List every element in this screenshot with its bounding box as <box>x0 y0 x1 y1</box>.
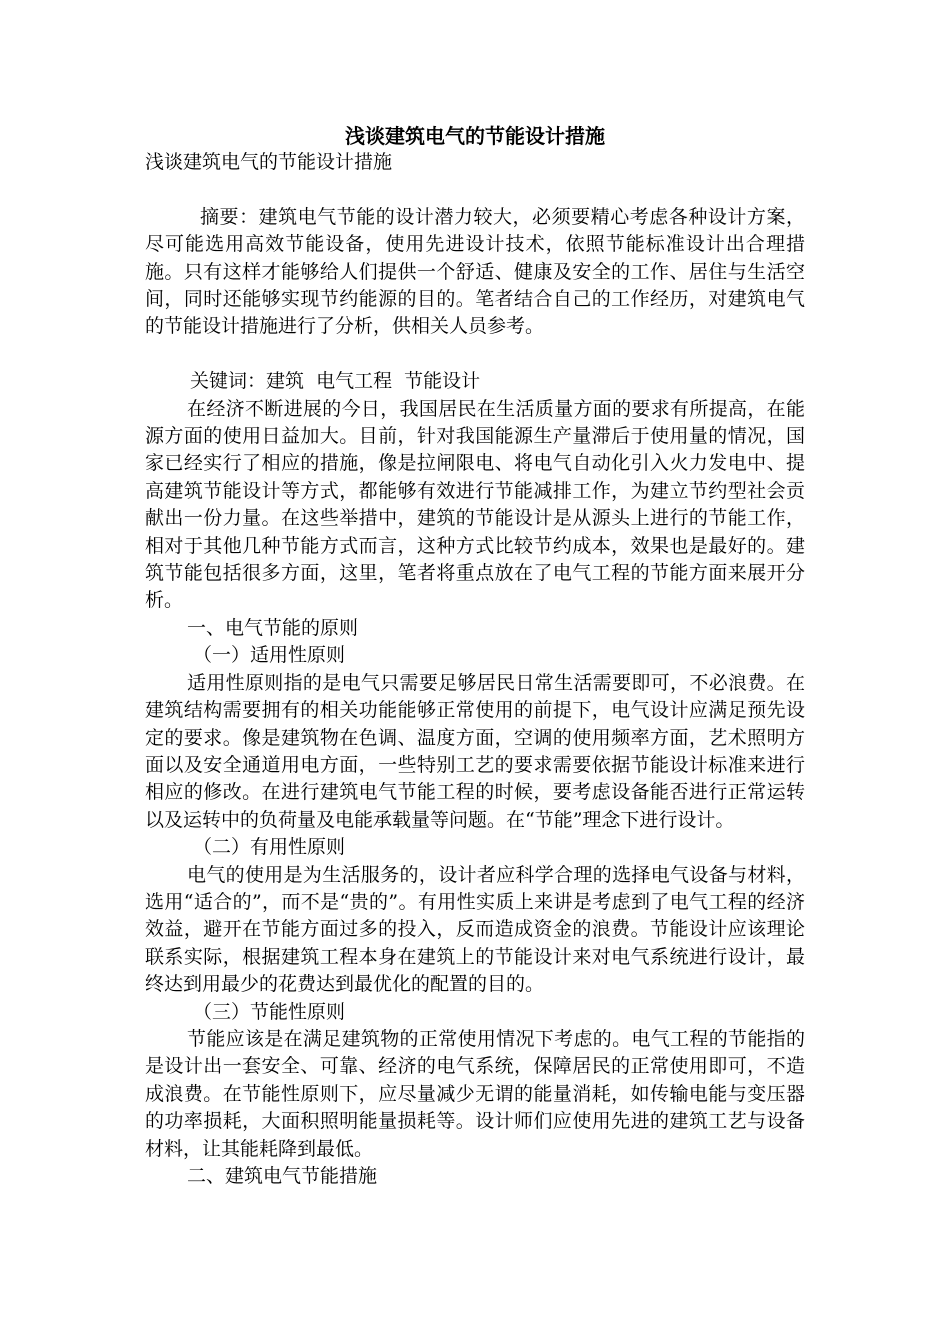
abstract-paragraph: 摘要：建筑电气节能的设计潜力较大，必须要精心考虑各种设计方案，尽可能选用高效节能设备，使用先进设计技术，依照节能标准设计出合理措施。只有这样才能够给人们提供一个舒适、健康及安全的工作、居住与生活空间，同时还能够实现节约能源的目的。笔者结合自己的工作经历，对建筑电气的节能设计措施进行了分析，供相关人员参考。 <box>145 205 805 338</box>
document-subtitle: 浅谈建筑电气的节能设计措施 <box>145 151 393 173</box>
document-body <box>145 149 805 1190</box>
usefulness-paragraph: 电气的使用是为生活服务的，设计者应科学合理的选择电气设备与材料，选用“适合的”，而不是“贵的”。有用性实质上来讲是考虑到了电气工程的经济效益，避开在节能方面过多的投入，反而造成资金的浪费。节能设计应该理论联系实际，根据建筑工程本身在建筑上的节能设计来对电气系统进行设计，最终达到用最少的花费达到最优化的配置的目的。 <box>145 863 805 996</box>
intro-paragraph: 在经济不断进展的今日，我国居民在生活质量方面的要求有所提高，在能源方面的使用日益加大。目前，针对我国能源生产量滞后于使用量的情况，国家已经实行了相应的措施，像是拉闸限电、将电气自动化引入火力发电中、提高建筑节能设计等方式，都能够有效进行节能减排工作，为建立节约型社会贡献出一份力量。在这些举措中，建筑的节能设计是从源头上进行的节能工作，相对于其他几种节能方式而言，这种方式比较节约成本，效果也是最好的。建筑节能包括很多方面，这里，笔者将重点放在了电气工程的节能方面来展开分析。 <box>145 397 805 612</box>
subsection-heading-applicability: （一）适用性原则 <box>193 644 346 667</box>
energy-saving-paragraph: 节能应该是在满足建筑物的正常使用情况下考虑的。电气工程的节能指的是设计出一套安全、可靠、经济的电气系统，保障居民的正常使用即可，不造成浪费。在节能性原则下，应尽量减少无谓的能量消耗，如传输电能与变压器的功率损耗，大面积照明能量损耗等。设计师们应使用先进的建筑工艺与设备材料，让其能耗降到最低。 <box>145 1027 805 1160</box>
subsection-heading-energy-saving: （三）节能性原则 <box>193 1000 346 1023</box>
document-title: 浅谈建筑电气的节能设计措施 <box>345 124 605 148</box>
blank-line <box>145 176 805 203</box>
section-heading-measures: 二、建筑电气节能措施 <box>187 1165 378 1187</box>
applicability-paragraph: 适用性原则指的是电气只需要足够居民日常生活需要即可，不必浪费。在建筑结构需要拥有的相关功能能够正常使用的前提下，电气设计应满足预先设定的要求。像是建筑物在色调、温度方面，空调的使用频率方面，艺术照明方面以及安全通道用电方面，一些特别工艺的要求需要依据节能设计标准来进行相应的修改。在进行建筑电气节能工程的时候，要考虑设备能否进行正常运转以及运转中的负荷量及电能承载量等问题。在“节能”理念下进行设计。 <box>145 671 805 831</box>
subsection-heading-usefulness: （二）有用性原则 <box>193 836 346 859</box>
keywords-line: 关键词：建筑 电气工程 节能设计 <box>190 370 481 393</box>
section-heading-principles: 一、电气节能的原则 <box>187 616 359 639</box>
blank-line <box>145 341 805 368</box>
